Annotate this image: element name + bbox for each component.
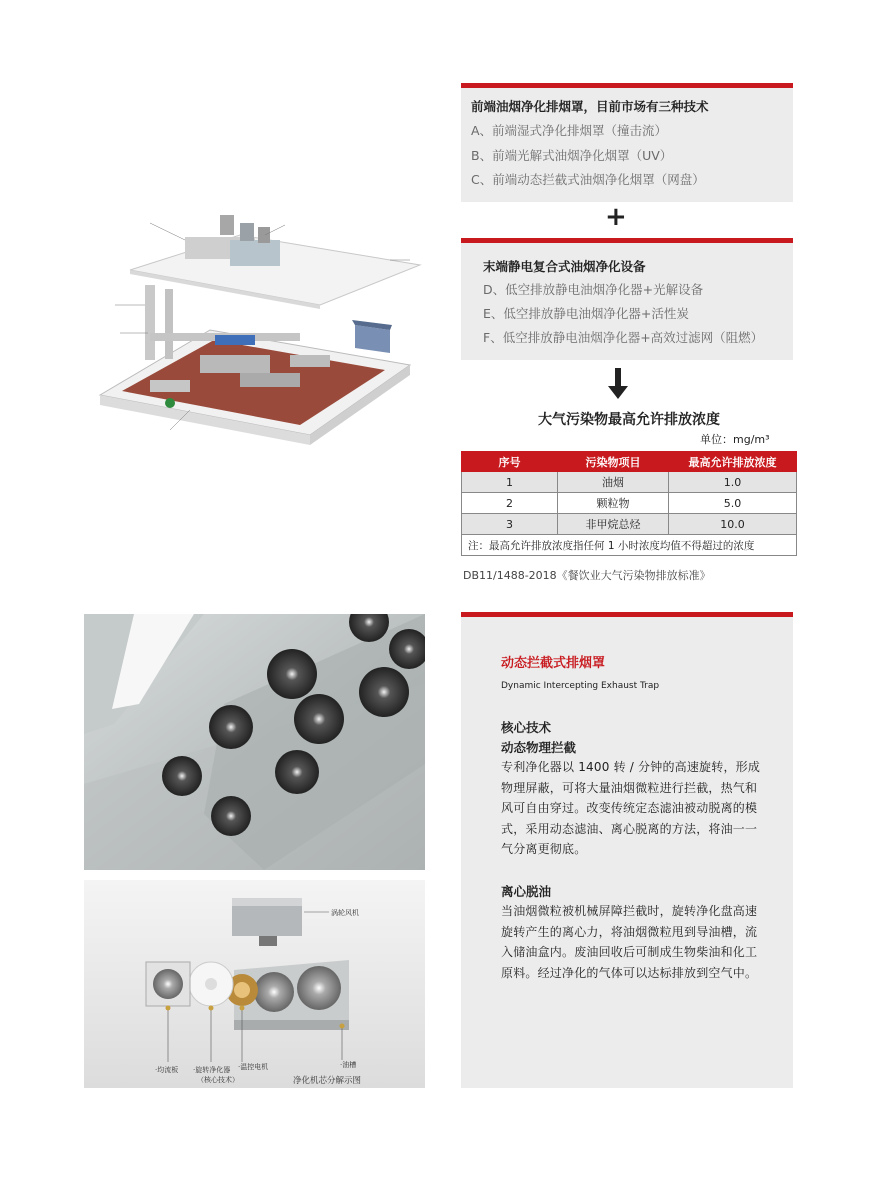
sub-heading-dynamic: 动态物理拦截	[501, 740, 577, 755]
label-core-tech: （核心技术）	[197, 1076, 239, 1084]
table-cell: 10.0	[669, 514, 797, 535]
table-header-item: 污染物项目	[558, 452, 669, 472]
table-note: 注：最高允许排放浓度指任何 1 小时浓度均值不得超过的浓度	[462, 535, 797, 556]
emission-standard-table	[461, 451, 797, 556]
label-rotating-purifier: ·旋转净化器	[193, 1066, 231, 1074]
table-row	[462, 493, 797, 514]
table-cell: 5.0	[669, 493, 797, 514]
paragraph-dynamic: 专利净化器以 1400 转 / 分钟的高速旋转，形成物理屏蔽，可将大量油烟微粒进行拦截，热气和风可自由穿过。改变传统定态滤油被动脱离的模式，采用动态滤油、离心脱离的方法，将油一一气分离更彻底。	[501, 760, 761, 856]
label-oil-groove: ·油槽	[340, 1061, 357, 1069]
kitchen-system-illustration	[90, 205, 430, 455]
table-cell: 2	[462, 493, 558, 514]
core-tech-heading: 核心技术	[501, 720, 552, 735]
table-row	[462, 472, 797, 493]
label-flow-plate: ·均流板	[155, 1066, 179, 1074]
table-cell: 3	[462, 514, 558, 535]
exploded-caption: 净化机芯分解示图	[293, 1076, 362, 1086]
table-cell: 颗粒物	[558, 493, 669, 514]
sub-heading-centrifugal: 离心脱油	[501, 884, 552, 899]
box2-item-f: F、低空排放静电油烟净化器+高效过滤网（阻燃）	[483, 330, 764, 345]
standard-title: 大气污染物最高允许排放浓度	[538, 412, 720, 428]
standard-source: DB11/1488-2018《餐饮业大气污染物排放标准》	[463, 569, 711, 582]
label-turbo-fan: 涡轮风机	[331, 909, 359, 917]
box2-heading: 末端静电复合式油烟净化设备	[483, 259, 646, 274]
product-title-en: Dynamic Intercepting Exhaust Trap	[501, 681, 660, 691]
table-row	[462, 514, 797, 535]
exhaust-hood-photo	[84, 614, 425, 870]
box2-item-e: E、低空排放静电油烟净化器+活性炭	[483, 306, 689, 321]
table-note-row	[462, 535, 797, 556]
purifier-core-exploded-diagram	[84, 880, 425, 1088]
table-header-limit: 最高允许排放浓度	[669, 452, 797, 472]
table-cell: 非甲烷总烃	[558, 514, 669, 535]
plus-sign: +	[605, 202, 627, 232]
paragraph-centrifugal: 当油烟微粒被机械屏障拦截时，旋转净化盘高速旋转产生的离心力，将油烟微粒甩到导油槽，流入储油盒内。废油回收后可制成生物柴油和化工原料。经过净化的气体可以达标排放到空气中。	[501, 904, 758, 980]
down-arrow-icon	[608, 368, 628, 400]
box1-item-b: B、前端光解式油烟净化烟罩（UV）	[471, 148, 673, 163]
box1-item-c: C、前端动态拦截式油烟净化烟罩（网盘）	[471, 172, 705, 187]
standard-unit: 单位：mg/m³	[700, 433, 770, 446]
box1-heading: 前端油烟净化排烟罩，目前市场有三种技术	[471, 99, 709, 114]
label-temp-motor: ·温控电机	[238, 1063, 269, 1071]
table-header-no: 序号	[462, 452, 558, 472]
box2-item-d: D、低空排放静电油烟净化器+光解设备	[483, 282, 704, 297]
table-cell: 1.0	[669, 472, 797, 493]
table-cell: 1	[462, 472, 558, 493]
product-title-cn: 动态拦截式排烟罩	[501, 656, 606, 671]
table-cell: 油烟	[558, 472, 669, 493]
box1-item-a: A、前端湿式净化排烟罩（撞击流）	[471, 123, 668, 138]
